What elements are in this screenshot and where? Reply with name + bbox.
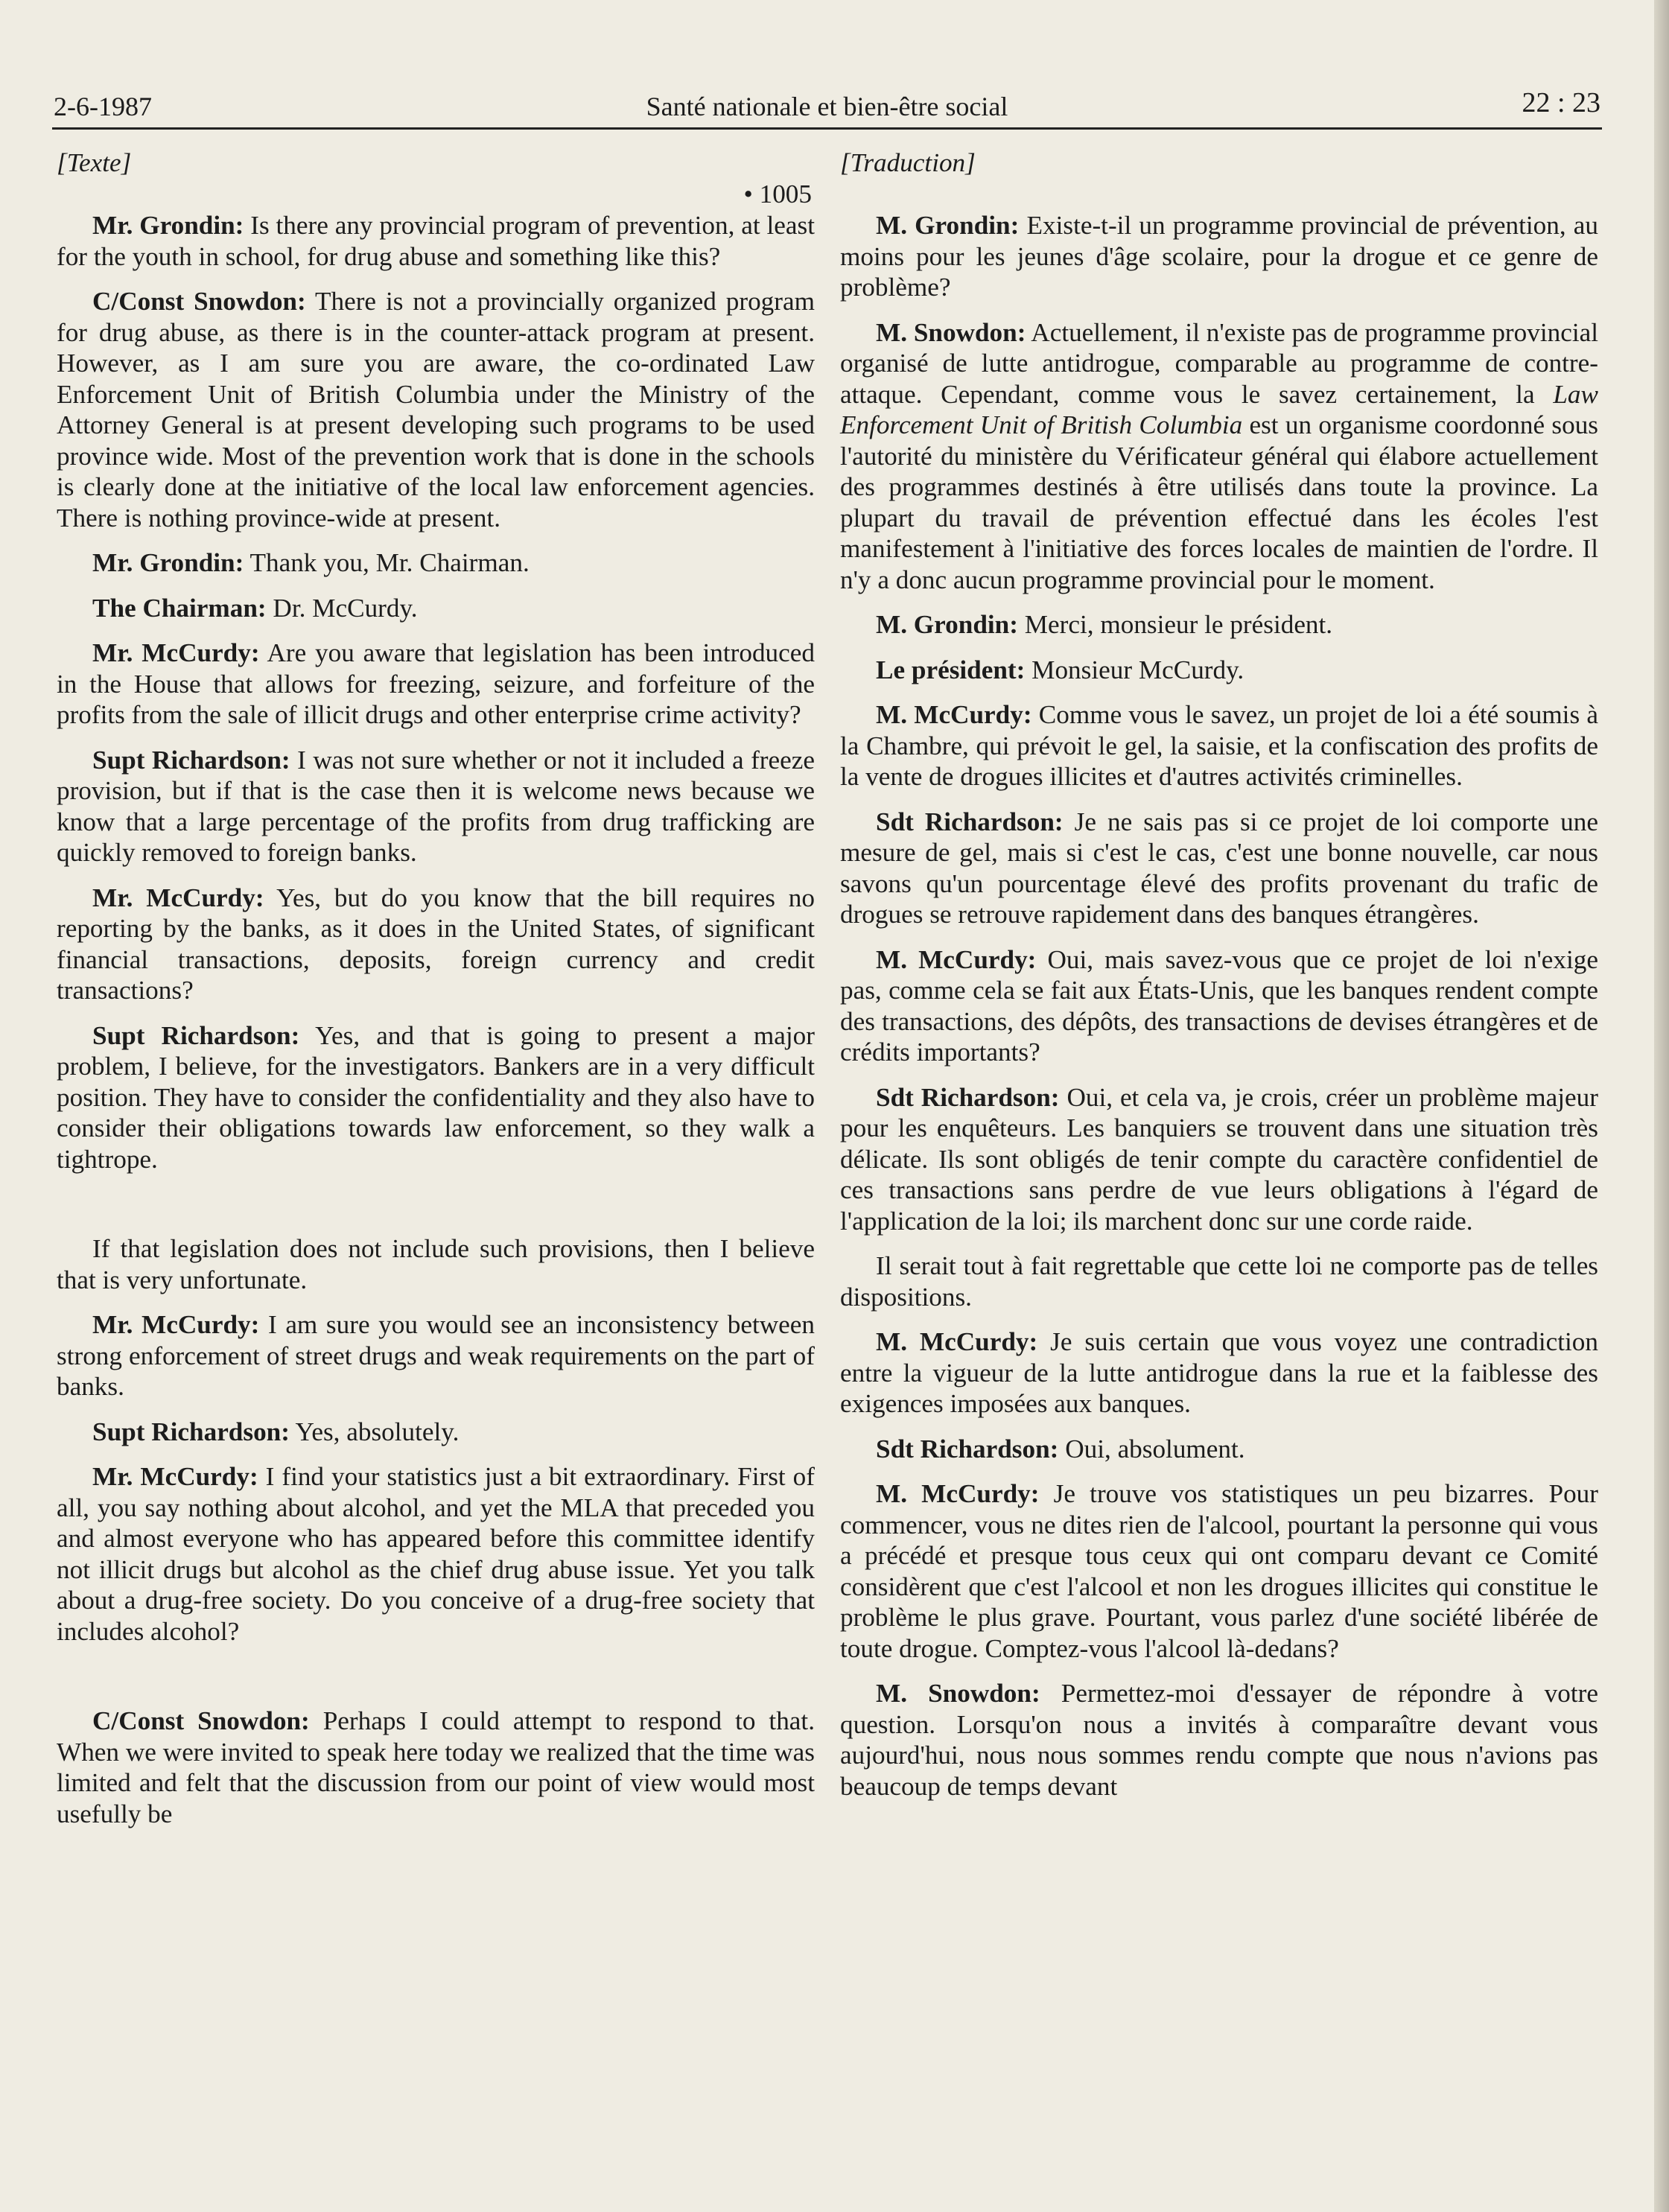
transcript-paragraph [840,1434,1598,1465]
speaker-name: C/Const Snowdon: [92,1706,310,1735]
speaker-name: Mr. McCurdy: [92,883,264,912]
header-title: Santé nationale et bien-être social [646,92,1008,121]
french-paragraphs [840,210,1598,1802]
paragraph-text: There is not a provincially organized program for drug abuse, as there is in the counter-attack program at present. However, as I am sure you are aware, the co-ordinated Law Enforcement Unit of British Columbia under the Ministry of the Attorney General is at present developing such programs to be used province wide. Most of the prevention work that is done in the schools is clearly done at the initiative of the local law enforcement agencies. There is nothing province-wide at present. [57,287,815,533]
english-column [57,147,815,1843]
paragraph-text: Are you aware that legislation has been introduced in the House that allows for freezing, seizure, and forfeiture of the profits from the sale of illicit drugs and other enterprise crime activity? [57,638,815,729]
header-date: 2-6-1987 [54,92,152,121]
paragraph-text: I was not sure whether or not it included a freeze provision, but if that is the case then it is welcome news because we know that a large percentage of the profits from drug trafficking are quickly removed to foreign banks. [57,745,815,867]
english-paragraphs [57,210,815,1829]
paragraph-text: Permettez-moi d'essayer de répondre à votre question. Lorsqu'on nous a invités à comparaître devant vous aujourd'hui, nous nous sommes rendu compte que nous n'avions pas beaucoup de temps devant [840,1679,1598,1801]
speaker-name: M. Snowdon: [876,1679,1040,1708]
header-page-number: 22 : 23 [1522,87,1600,118]
lang-tag-text: [Texte] [57,148,132,177]
paragraph-gap [57,1189,815,1233]
french-column [840,147,1598,1816]
timestamp: • 1005 [743,179,812,209]
timestamp-spacer [840,179,1598,210]
transcript-paragraph [57,593,815,624]
transcript-paragraph [57,1233,815,1295]
speaker-name: Mr. Grondin: [92,211,244,240]
paragraph-text: Je suis certain que vous voyez une contradiction entre la vigueur de la lutte antidrogue dans la rue et la faiblesse des exigences imposées aux banques. [840,1327,1598,1418]
transcript-paragraph [57,1309,815,1402]
transcript-paragraph [57,883,815,1006]
speaker-name: Supt Richardson: [92,745,290,775]
transcript-paragraph [840,1250,1598,1312]
transcript-paragraph [57,547,815,579]
paragraph-text: Yes, and that is going to present a major problem, I believe, for the investigators. Bankers are in a very difficult position. They have to consider the confidentiality and they also have to consider their obligations towards law enforcement, so they walk a tightrope. [57,1020,815,1174]
transcript-paragraph [840,1478,1598,1664]
speaker-name: Le président: [876,655,1026,684]
header-rule [52,127,1602,130]
transcript-paragraph [57,286,815,533]
paragraph-text: Existe-t-il un programme provincial de prévention, au moins pour les jeunes d'âge scolaire, pour la drogue et ce genre de problème? [840,211,1598,302]
transcript-paragraph [840,655,1598,686]
paragraph-gap [57,1661,815,1706]
paragraph-text: Thank you, Mr. Chairman. [244,548,530,577]
paragraph-text: Oui, et cela va, je crois, créer un problème majeur pour les enquêteurs. Les banquiers se trouvent dans une situation très délicate. Ils sont obligés de tenir compte du caractère confidentiel de ces transactions sans perdre de vue leurs obligations à l'égard de l'application de la loi; ils marchent donc sur une corde raide. [840,1082,1598,1236]
transcript-paragraph [840,944,1598,1068]
paragraph-text: Yes, absolutely. [289,1417,460,1446]
transcript-paragraph [840,807,1598,930]
transcript-paragraph [57,1706,815,1829]
paragraph-text: Merci, monsieur le président. [1017,610,1333,639]
speaker-name: Mr. McCurdy: [92,1310,260,1339]
paragraph-text: Oui, absolument. [1058,1434,1245,1463]
transcript-paragraph [840,210,1598,303]
paragraph-text: Oui, mais savez-vous que ce projet de loi n'exige pas, comme cela se fait aux États-Unis, que les banques rendent compte des transactions, des dépôts, des transactions de devises étrangères et de crédits importants? [840,944,1598,1067]
speaker-name: Mr. McCurdy: [92,1462,258,1491]
paragraph-text: Yes, but do you know that the bill requires no reporting by the banks, as it does in the United States, of significant financial transactions, deposits, foreign currency and credit transactions? [57,883,815,1005]
transcript-paragraph [840,609,1598,641]
paragraph-text-cont: est un organisme coordonné sous l'autorité du ministère du Vérificateur général qui élabore actuellement des programmes destinés à être utilisés dans toute la province. La plupart du travail de prévention effectué dans les écoles l'est manifestement à l'initiative des forces locales de maintien de l'ordre. Il n'y a donc aucun programme provincial pour le moment. [840,410,1598,594]
paragraph-text: I am sure you would see an inconsistency between strong enforcement of street drugs and weak requirements on the part of banks. [57,1310,815,1401]
transcript-paragraph [57,1461,815,1647]
paragraph-text: Perhaps I could attempt to respond to that. When we were invited to speak here today we realized that the time was limited and felt that the discussion from our point of view would most usefully be [57,1706,815,1828]
transcript-paragraph [57,210,815,272]
running-header [54,82,1600,127]
page-edge [1654,0,1669,2212]
speaker-name: Supt Richardson: [92,1417,290,1446]
transcript-paragraph [840,1326,1598,1420]
transcript-paragraph [840,1678,1598,1802]
paragraph-text: If that legislation does not include such provisions, then I believe that is very unfortunate. [57,1234,815,1294]
paragraph-text: Je trouve vos statistiques un peu bizarres. Pour commencer, vous ne dites rien de l'alcool, pourtant la personne qui vous a précédé et presque tous ceux qui ont comparu devant ce Comité considèrent que c'est l'alcool et non les drogues illicites qui constitue le problème le plus grave. Pourtant, vous parlez d'une société libérée de toute drogue. Comptez-vous l'alcool là-dedans? [840,1479,1598,1663]
speaker-name: M. Grondin: [876,211,1020,240]
speaker-name: Mr. Grondin: [92,548,244,577]
transcript-paragraph [57,638,815,731]
paragraph-text: Il serait tout à fait regrettable que cette loi ne comporte pas de telles dispositions. [840,1251,1598,1312]
paragraph-text: Dr. McCurdy. [266,593,418,623]
paragraph-text: Je ne sais pas si ce projet de loi comporte une mesure de gel, mais si c'est le cas, c'est une bonne nouvelle, car nous savons qu'un pourcentage élevé des profits provenant du trafic de drogues se retrouve rapidement dans des banques étrangères. [840,807,1598,929]
transcript-paragraph [57,1020,815,1175]
speaker-name: Supt Richardson: [92,1020,300,1050]
speaker-name: Sdt Richardson: [876,1082,1060,1112]
speaker-name: M. McCurdy: [876,1327,1038,1356]
speaker-name: Sdt Richardson: [876,1434,1059,1463]
paragraph-text: Actuellement, il n'existe pas de programme provincial organisé de lutte antidrogue, comparable au programme de contre-attaque. Cependant, comme vous le savez certainement, la [840,317,1598,409]
transcript-paragraph [840,699,1598,792]
speaker-name: M. McCurdy: [876,1479,1040,1508]
paragraph-text: Comme vous le savez, un projet de loi a été soumis à la Chambre, qui prévoit le gel, la saisie, et la confiscation des profits de la vente de drogues illicites et d'autres activités criminelles. [840,700,1598,791]
speaker-name: M. Snowdon: [876,317,1026,347]
paragraph-text: Monsieur McCurdy. [1025,655,1244,684]
speaker-name: M. Grondin: [876,610,1018,639]
transcript-paragraph [57,1417,815,1448]
italic-name: Law Enforcement Unit of British Columbia [840,379,1598,439]
transcript-paragraph [57,745,815,868]
transcript-paragraph [840,317,1598,596]
speaker-name: M. McCurdy: [876,700,1032,729]
lang-tag-translation: [Traduction] [840,148,976,177]
transcript-paragraph [840,1082,1598,1237]
speaker-name: Sdt Richardson: [876,807,1064,836]
speaker-name: Mr. McCurdy: [92,638,260,667]
paragraph-text: Is there any provincial program of prevention, at least for the youth in school, for drug abuse and something like this? [57,211,815,271]
speaker-name: The Chairman: [92,593,267,623]
speaker-name: M. McCurdy: [876,944,1037,974]
speaker-name: C/Const Snowdon: [92,287,306,316]
paragraph-text: I find your statistics just a bit extraordinary. First of all, you say nothing about alcohol, and yet the MLA that preceded you and almost everyone who has appeared before this committee identify not illicit drugs but alcohol as the chief drug abuse issue. Yet you talk about a drug-free society. Do you conceive of a drug-free society that includes alcohol? [57,1462,815,1646]
